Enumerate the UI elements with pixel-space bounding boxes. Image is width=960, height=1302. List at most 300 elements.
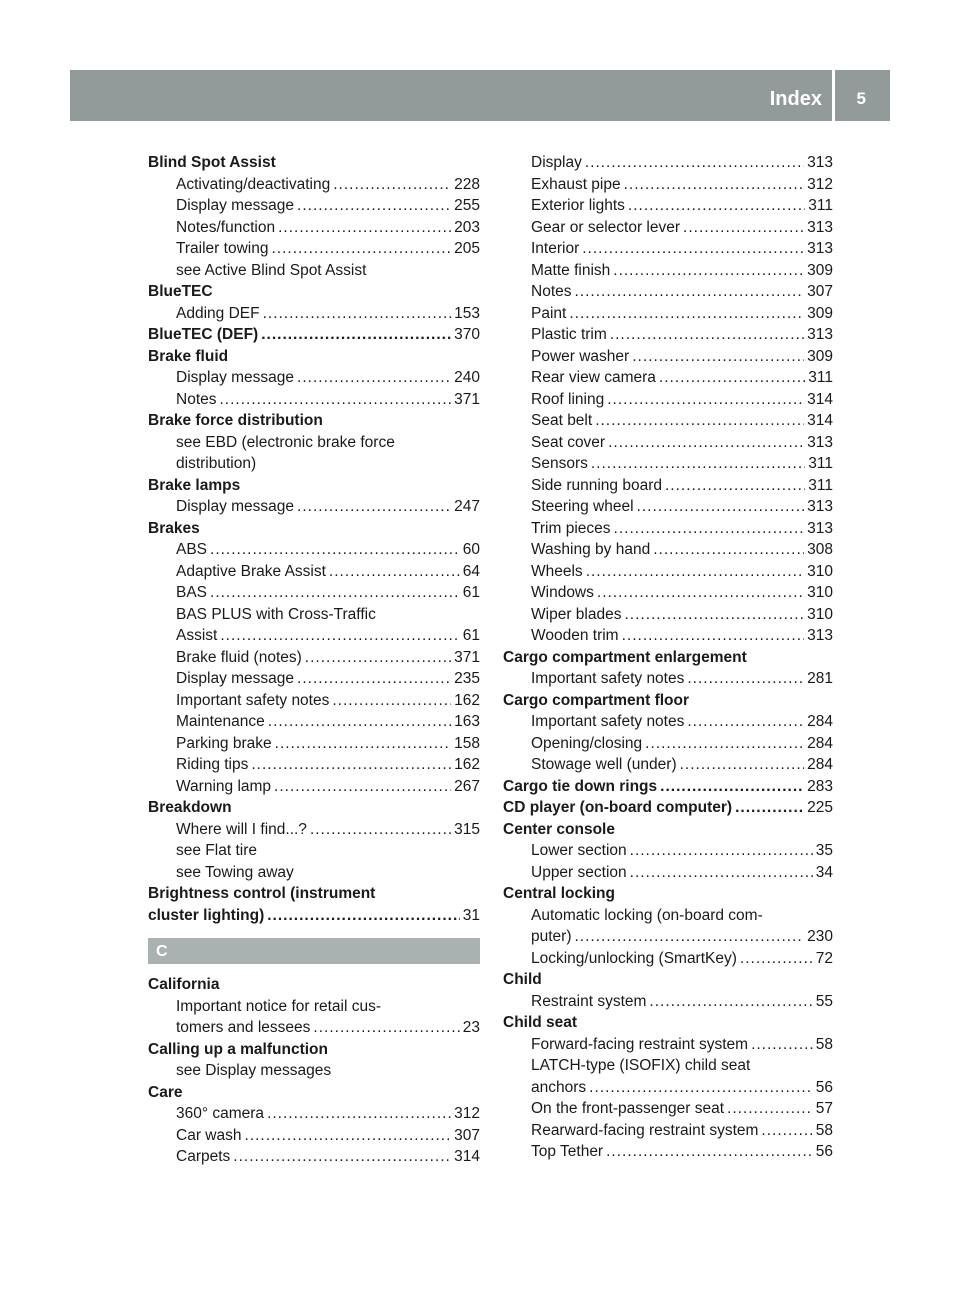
index-subentry[interactable] [503, 840, 833, 862]
entry-text: Matte finish [531, 261, 611, 279]
dot-leader [645, 733, 804, 755]
page-reference[interactable]: 313 [807, 218, 833, 236]
dot-leader [297, 367, 451, 389]
page-reference[interactable]: 61 [462, 584, 480, 601]
dot-leader [575, 281, 805, 303]
entry-text: Brake lamps [148, 476, 241, 494]
index-subentry[interactable] [148, 174, 480, 196]
entry-text: Child [503, 971, 542, 988]
index-subentry [148, 862, 480, 884]
index-subentry[interactable] [148, 303, 480, 325]
entry-text: Windows [531, 584, 594, 601]
section-letter-heading: C [148, 938, 480, 964]
page-reference[interactable]: 57 [815, 1100, 833, 1117]
dot-leader [267, 905, 460, 927]
index-subentry[interactable] [503, 389, 833, 411]
page-reference[interactable]: 314 [807, 412, 833, 429]
index-subentry[interactable] [503, 367, 833, 389]
index-entry [148, 346, 480, 368]
index-subentry[interactable] [503, 862, 833, 884]
entry-text: Wooden trim [531, 627, 619, 644]
dot-leader [591, 453, 805, 475]
index-subentry[interactable] [503, 1098, 833, 1120]
dot-leader [585, 152, 804, 174]
entry-text: Top Tether [531, 1143, 604, 1160]
index-subentry[interactable] [148, 776, 480, 798]
entry-text: see EBD (electronic brake force [176, 433, 395, 451]
page-reference[interactable]: 64 [462, 562, 480, 580]
dot-leader [233, 1146, 451, 1168]
entry-text: Power washer [531, 347, 630, 365]
entry-text: see Towing away [176, 863, 294, 881]
index-entry [148, 974, 480, 996]
dot-leader [607, 389, 804, 411]
index-subentry[interactable] [148, 1125, 480, 1147]
index-subentry[interactable] [148, 496, 480, 518]
index-subentry[interactable] [503, 518, 833, 540]
index-subentry[interactable] [503, 410, 833, 432]
entry-text: California [148, 976, 220, 993]
index-entry[interactable] [148, 905, 480, 927]
index-entry [148, 281, 480, 303]
page-reference[interactable]: 153 [454, 304, 480, 322]
index-subentry [148, 996, 480, 1018]
dot-leader [271, 238, 451, 260]
index-subentry[interactable] [503, 195, 833, 217]
entry-text: Display message [176, 670, 295, 687]
page-reference[interactable]: 60 [462, 541, 480, 558]
dot-leader [244, 1125, 451, 1147]
index-subentry [148, 432, 480, 454]
page-reference[interactable]: 310 [807, 605, 833, 623]
index-subentry[interactable] [503, 475, 833, 497]
index-subentry[interactable] [148, 690, 480, 712]
entry-text: Gear or selector lever [531, 218, 681, 236]
entry-text: Where will I find...? [176, 820, 307, 838]
dot-leader [275, 733, 451, 755]
dot-leader [687, 668, 804, 690]
entry-text: Notes [176, 390, 217, 408]
dot-leader [680, 754, 805, 776]
page-reference[interactable]: 313 [807, 498, 833, 515]
page-reference[interactable]: 370 [454, 326, 480, 343]
dot-leader [665, 475, 805, 497]
page-reference[interactable]: 267 [454, 777, 480, 795]
index-subentry[interactable] [148, 733, 480, 755]
index-subentry[interactable] [503, 238, 833, 260]
dot-leader [263, 303, 452, 325]
page-reference[interactable]: 313 [807, 519, 833, 537]
dot-leader [751, 1034, 813, 1056]
index-subentry[interactable] [503, 496, 833, 518]
page-reference[interactable]: 56 [815, 1078, 833, 1096]
entry-text: On the front-passenger seat [531, 1100, 725, 1117]
entry-text: Carpets [176, 1148, 231, 1165]
dot-leader [735, 797, 804, 819]
dot-leader [624, 604, 804, 626]
entry-text: Forward-facing restraint system [531, 1035, 749, 1053]
index-subentry[interactable] [503, 668, 833, 690]
page-reference[interactable]: 225 [807, 799, 833, 816]
index-subentry [148, 604, 480, 626]
entry-text: Child seat [503, 1014, 578, 1031]
index-subentry[interactable] [503, 539, 833, 561]
page-reference[interactable]: 307 [454, 1126, 480, 1144]
dot-leader [606, 1141, 813, 1163]
index-entry[interactable] [503, 776, 833, 798]
entry-text: distribution) [176, 455, 257, 472]
entry-text: Roof lining [531, 390, 605, 408]
entry-text: BAS [176, 584, 208, 601]
dot-leader [624, 174, 805, 196]
entry-text: Trim pieces [531, 519, 611, 537]
index-subentry[interactable] [148, 819, 480, 841]
index-subentry [148, 453, 480, 475]
page-reference[interactable]: 311 [808, 369, 833, 386]
page-reference[interactable]: 205 [454, 240, 480, 257]
page-reference[interactable]: 162 [454, 691, 480, 709]
index-subentry[interactable] [503, 281, 833, 303]
page-reference[interactable]: 284 [807, 756, 833, 773]
entry-text: Brake fluid (notes) [176, 648, 302, 666]
page-reference[interactable]: 158 [454, 734, 480, 752]
index-subentry[interactable] [148, 195, 480, 217]
page-reference[interactable]: 311 [808, 197, 833, 214]
entry-text: Lower section [531, 842, 627, 859]
page-reference[interactable]: 58 [815, 1121, 833, 1139]
header-separator [832, 70, 835, 121]
index-subentry[interactable] [148, 711, 480, 733]
index-subentry[interactable] [503, 948, 833, 970]
index-subentry[interactable] [503, 582, 833, 604]
page-reference[interactable]: 312 [807, 175, 833, 193]
dot-leader [727, 1098, 813, 1120]
entry-text: BlueTEC [148, 283, 213, 300]
entry-text: Important safety notes [531, 670, 685, 687]
page-reference[interactable]: 55 [815, 992, 833, 1010]
entry-text: Center console [503, 820, 615, 838]
page-reference[interactable]: 163 [454, 713, 480, 730]
index-subentry[interactable] [503, 174, 833, 196]
page-reference[interactable]: 311 [808, 476, 833, 494]
entry-text: Cargo compartment enlargement [503, 648, 747, 666]
entry-text: Warning lamp [176, 777, 272, 795]
dot-leader [220, 389, 452, 411]
index-subentry[interactable] [503, 991, 833, 1013]
dot-leader [313, 1017, 459, 1039]
dot-leader [278, 217, 451, 239]
dot-leader [251, 754, 451, 776]
entry-text: Wiper blades [531, 605, 622, 623]
index-subentry[interactable] [503, 1141, 833, 1163]
entry-text: Blind Spot Assist [148, 154, 276, 171]
dot-leader [332, 690, 451, 712]
page-reference[interactable]: 284 [807, 713, 833, 730]
entry-text: Paint [531, 304, 567, 322]
entry-text: Cargo tie down rings [503, 777, 658, 795]
entry-text: Restraint system [531, 992, 647, 1010]
dot-leader [613, 260, 804, 282]
dot-leader [582, 238, 804, 260]
page-reference[interactable]: 34 [815, 863, 833, 881]
dot-leader [210, 582, 460, 604]
index-entry [503, 819, 833, 841]
header-title: Index [769, 88, 822, 110]
index-entry [503, 969, 833, 991]
index-subentry[interactable] [503, 152, 833, 174]
dot-leader [274, 776, 451, 798]
entry-text: Plastic trim [531, 326, 607, 343]
page-reference[interactable]: 371 [454, 390, 480, 408]
entry-text: Calling up a malfunction [148, 1040, 328, 1058]
index-subentry[interactable] [503, 1034, 833, 1056]
index-subentry[interactable] [503, 217, 833, 239]
page-reference[interactable]: 58 [815, 1035, 833, 1053]
index-subentry [503, 905, 833, 927]
page-reference[interactable]: 313 [807, 627, 833, 644]
index-entry [503, 883, 833, 905]
dot-leader [589, 1077, 813, 1099]
index-entry [503, 1012, 833, 1034]
page-reference[interactable]: 281 [807, 670, 833, 687]
entry-text: Brakes [148, 519, 200, 537]
page-reference[interactable]: 311 [808, 455, 833, 472]
dot-leader [297, 496, 451, 518]
page-reference[interactable]: 313 [807, 433, 833, 451]
index-subentry[interactable] [148, 561, 480, 583]
entry-text: Adding DEF [176, 304, 260, 322]
dot-leader [740, 948, 813, 970]
page-reference[interactable]: 23 [462, 1019, 480, 1036]
page-reference[interactable]: 255 [454, 197, 480, 214]
dot-leader [569, 303, 804, 325]
index-subentry[interactable] [503, 260, 833, 282]
index-entry [148, 410, 480, 432]
page-header [70, 70, 890, 121]
entry-text: Trailer towing [176, 240, 269, 257]
index-entry [148, 152, 480, 174]
index-entry [148, 1039, 480, 1061]
dot-leader [628, 195, 805, 217]
index-subentry[interactable] [148, 668, 480, 690]
entry-text: Maintenance [176, 713, 265, 730]
entry-text: Adaptive Brake Assist [176, 562, 326, 580]
entry-text: Steering wheel [531, 498, 634, 515]
dot-leader [267, 1103, 451, 1125]
index-entry[interactable] [148, 324, 480, 346]
index-entry [503, 647, 833, 669]
entry-text: Cargo compartment floor [503, 691, 690, 709]
index-subentry [148, 840, 480, 862]
page-reference[interactable]: 228 [454, 175, 480, 193]
entry-text: Sensors [531, 455, 588, 472]
entry-text: see Display messages [176, 1062, 332, 1079]
entry-text: Wheels [531, 562, 583, 580]
dot-leader [622, 625, 805, 647]
index-subentry[interactable] [503, 432, 833, 454]
entry-text: CD player (on-board computer) [503, 799, 733, 816]
page-reference[interactable]: 314 [807, 390, 833, 408]
page-reference[interactable]: 313 [807, 240, 833, 257]
dot-leader [608, 432, 804, 454]
index-subentry[interactable] [503, 625, 833, 647]
page-reference[interactable]: 309 [807, 347, 833, 365]
index-entry [148, 475, 480, 497]
index-subentry[interactable] [148, 367, 480, 389]
index-subentry[interactable] [503, 561, 833, 583]
index-subentry[interactable] [503, 324, 833, 346]
page-reference[interactable]: 313 [807, 154, 833, 171]
page-reference[interactable]: 371 [454, 648, 480, 666]
page-reference[interactable]: 284 [807, 734, 833, 752]
dot-leader [329, 561, 460, 583]
index-subentry[interactable] [503, 1077, 833, 1099]
dot-leader [687, 711, 804, 733]
page-reference[interactable]: 162 [454, 756, 480, 773]
entry-text: Seat cover [531, 433, 606, 451]
dot-leader [683, 217, 804, 239]
dot-leader [597, 582, 804, 604]
page-reference[interactable]: 203 [454, 218, 480, 236]
index-column-left [148, 152, 480, 1168]
page-reference[interactable]: 310 [807, 584, 833, 601]
page-reference[interactable]: 315 [454, 820, 480, 838]
entry-text: Display [531, 154, 582, 171]
index-entry [148, 518, 480, 540]
index-subentry[interactable] [148, 217, 480, 239]
page-reference[interactable]: 61 [462, 627, 480, 644]
page-reference[interactable]: 247 [454, 498, 480, 515]
index-subentry[interactable] [148, 1103, 480, 1125]
entry-text: Washing by hand [531, 541, 651, 558]
dot-leader [660, 776, 804, 798]
dot-leader [210, 539, 460, 561]
index-subentry [148, 1060, 480, 1082]
index-subentry[interactable] [503, 453, 833, 475]
dot-leader [297, 668, 451, 690]
index-subentry[interactable] [503, 926, 833, 948]
entry-text: anchors [531, 1078, 587, 1096]
index-subentry[interactable] [148, 1146, 480, 1168]
entry-text: Notes/function [176, 218, 276, 236]
entry-text: 360° camera [176, 1105, 265, 1122]
index-subentry[interactable] [148, 647, 480, 669]
entry-text: Brake fluid [148, 347, 229, 365]
dot-leader [653, 539, 804, 561]
page-reference[interactable]: 309 [807, 261, 833, 279]
index-subentry[interactable] [503, 346, 833, 368]
dot-leader [297, 195, 451, 217]
entry-text: Assist [176, 627, 218, 644]
entry-text: Stowage well (under) [531, 756, 677, 773]
entry-text: BlueTEC (DEF) [148, 326, 259, 343]
dot-leader [610, 324, 804, 346]
index-subentry[interactable] [148, 754, 480, 776]
entry-text: Exhaust pipe [531, 175, 621, 193]
entry-text: Display message [176, 498, 295, 515]
page-reference[interactable]: 230 [807, 928, 833, 945]
entry-text: see Flat tire [176, 842, 257, 859]
index-entry[interactable] [503, 797, 833, 819]
page-reference[interactable]: 72 [815, 949, 833, 967]
page-reference[interactable]: 308 [807, 541, 833, 558]
entry-text: Locking/unlocking (SmartKey) [531, 949, 737, 967]
entry-text: Parking brake [176, 734, 272, 752]
index-subentry[interactable] [503, 711, 833, 733]
page-reference[interactable]: 56 [815, 1143, 833, 1160]
page-reference[interactable]: 240 [454, 369, 480, 386]
index-subentry[interactable] [503, 604, 833, 626]
dot-leader [630, 862, 813, 884]
page-reference[interactable]: 313 [807, 326, 833, 343]
dot-leader [305, 647, 451, 669]
index-column-right [503, 152, 833, 1163]
entry-text: Side running board [531, 476, 662, 494]
entry-text: puter) [531, 928, 572, 945]
entry-text: tomers and lessees [176, 1019, 311, 1036]
entry-text: Rear view camera [531, 369, 656, 386]
entry-text: Breakdown [148, 799, 232, 816]
entry-text: Notes [531, 283, 572, 300]
page-reference[interactable]: 35 [815, 842, 833, 859]
page-reference[interactable]: 314 [454, 1148, 480, 1165]
index-subentry[interactable] [503, 754, 833, 776]
index-subentry[interactable] [148, 625, 480, 647]
entry-text: Display message [176, 369, 295, 386]
entry-text: Rearward-facing restraint system [531, 1121, 759, 1139]
entry-text: Opening/closing [531, 734, 643, 752]
page-reference[interactable]: 307 [807, 283, 833, 300]
dot-leader [575, 926, 805, 948]
index-subentry[interactable] [148, 238, 480, 260]
page-reference[interactable]: 283 [807, 777, 833, 795]
entry-text: Important notice for retail cus- [176, 997, 382, 1015]
entry-text: cluster lighting) [148, 906, 265, 924]
entry-text: Car wash [176, 1126, 242, 1144]
entry-text: Exterior lights [531, 197, 625, 214]
dot-leader [586, 561, 804, 583]
page-reference[interactable]: 310 [807, 562, 833, 580]
page-reference[interactable]: 235 [454, 670, 480, 687]
index-entry [148, 883, 480, 905]
index-subentry[interactable] [148, 389, 480, 411]
entry-text: Riding tips [176, 756, 249, 773]
dot-leader [761, 1120, 812, 1142]
page-reference[interactable]: 312 [454, 1105, 480, 1122]
dot-leader [659, 367, 805, 389]
index-subentry [503, 1055, 833, 1077]
dot-leader [614, 518, 805, 540]
entry-text: Automatic locking (on-board com- [531, 906, 763, 924]
index-subentry[interactable] [503, 303, 833, 325]
entry-text: Care [148, 1083, 183, 1101]
entry-text: ABS [176, 541, 208, 558]
page-reference[interactable]: 309 [807, 304, 833, 322]
index-entry [148, 1082, 480, 1104]
entry-text: see Active Blind Spot Assist [176, 261, 367, 279]
entry-text: Interior [531, 240, 580, 257]
index-subentry[interactable] [503, 1120, 833, 1142]
index-subentry[interactable] [148, 1017, 480, 1039]
index-entry [503, 690, 833, 712]
dot-leader [333, 174, 451, 196]
index-subentry[interactable] [148, 582, 480, 604]
entry-text: Seat belt [531, 412, 593, 429]
page-reference[interactable]: 31 [462, 906, 480, 924]
index-subentry[interactable] [148, 539, 480, 561]
entry-text: Activating/deactivating [176, 175, 331, 193]
index-subentry[interactable] [503, 733, 833, 755]
